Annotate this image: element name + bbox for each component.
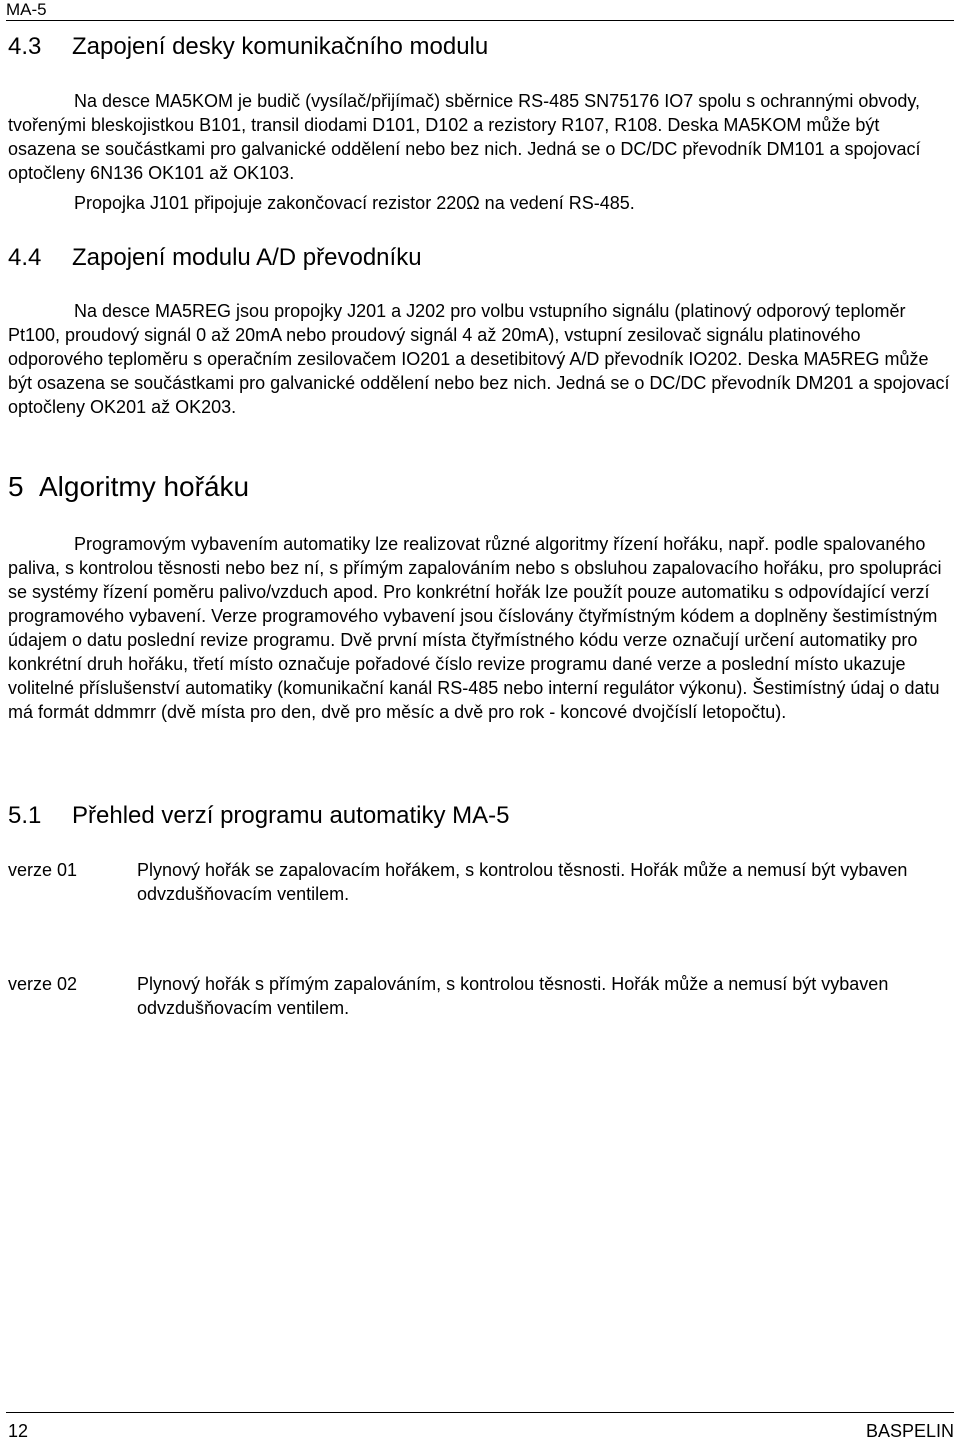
section-4-4-number: 4.4 [8, 244, 42, 271]
footer-rule [6, 1412, 954, 1413]
section-4-3-heading [8, 33, 488, 61]
section-5-1-heading [8, 802, 510, 830]
version-description: Plynový hořák se zapalovacím hořákem, s kontrolou těsnosti. Hořák může a nemusí být vybaven odvzdušňovacím ventilem. [137, 860, 908, 904]
section-4-3-number: 4.3 [8, 33, 42, 60]
version-label: verze 01 [8, 860, 78, 880]
running-header-title: MA-5 [6, 0, 47, 19]
section-5-number: 5 [8, 471, 24, 502]
page-number: 12 [8, 1421, 29, 1441]
section-5-1-number: 5.1 [8, 802, 42, 829]
version-description: Plynový hořák s přímým zapalováním, s kontrolou těsnosti. Hořák může a nemusí být vybaven odvzdušňovacím ventilem. [137, 974, 889, 1018]
section-5-1-title: Přehled verzí programu automatiky MA-5 [72, 802, 510, 829]
section-4-3-title: Zapojení desky komunikačního modulu [72, 33, 489, 60]
section-5-title: Algoritmy hořáku [39, 471, 250, 502]
version-label: verze 02 [8, 974, 78, 994]
header-rule [6, 20, 954, 21]
section-4-4-paragraph: Na desce MA5REG jsou propojky J201 a J202 pro volbu vstupního signálu (platinový odporový teploměr Pt100, proudový signál 0 až 20mA nebo proudový signál 4 až 20mA), vstupní zesilovač signálu platinového odporového teploměru s operačním zesilovačem IO201 a desetibitový A/D převodník IO202. Deska MA5REG může být osazena se součástkami pro galvanické oddělení nebo bez nich. Jedná se o DC/DC převodník DM201 a spojovací optočleny OK201 až OK203. [8, 301, 950, 417]
section-4-4-heading [8, 244, 422, 272]
section-4-3-note: Propojka J101 připojuje zakončovací rezistor 220Ω na vedení RS-485. [74, 193, 635, 213]
section-5-heading [8, 471, 249, 503]
section-4-4-title: Zapojení modulu A/D převodníku [72, 244, 422, 271]
section-4-3-paragraph: Na desce MA5KOM je budič (vysílač/přijímač) sběrnice RS-485 SN75176 IO7 spolu s ochrannými obvody, tvořenými bleskojistkou B101, transil diodami D101, D102 a rezistory R107, R108. Deska MA5KOM může být osazena se součástkami pro galvanické oddělení nebo bez nich. Jedná se o DC/DC převodník DM101 a spojovací optočleny 6N136 OK101 až OK103. [8, 91, 921, 183]
section-5-paragraph: Programovým vybavením automatiky lze realizovat různé algoritmy řízení hořáku, např. podle spalovaného paliva, s kontrolou těsnosti nebo bez ní, s přímým zapalováním nebo s obsluhou zapalovacího hořáku, pro spolupráci se systémy řízení poměru palivo/vzduch apod. Pro konkrétní hořák lze použít pouze automatiku s odpovídající verzí programového vybavení. Verze programového vybavení jsou číslovány čtyřmístným kódem a doplněny šestimístným údajem o datu poslední revize programu. Dvě první místa čtyřmístného kódu verze označují určení automatiky pro konkrétní druh hořáku, třetí místo označuje pořadové číslo revize programu dané verze a poslední místo ukazuje volitelné příslušenství automatiky (komunikační kanál RS-485 nebo interní regulátor výkonu). Šestimístný údaj o datu má formát ddmmrr (dvě místa pro den, dvě pro měsíc a dvě pro rok - koncové dvojčíslí letopočtu). [8, 534, 942, 722]
company-name: BASPELIN [865, 1421, 954, 1441]
